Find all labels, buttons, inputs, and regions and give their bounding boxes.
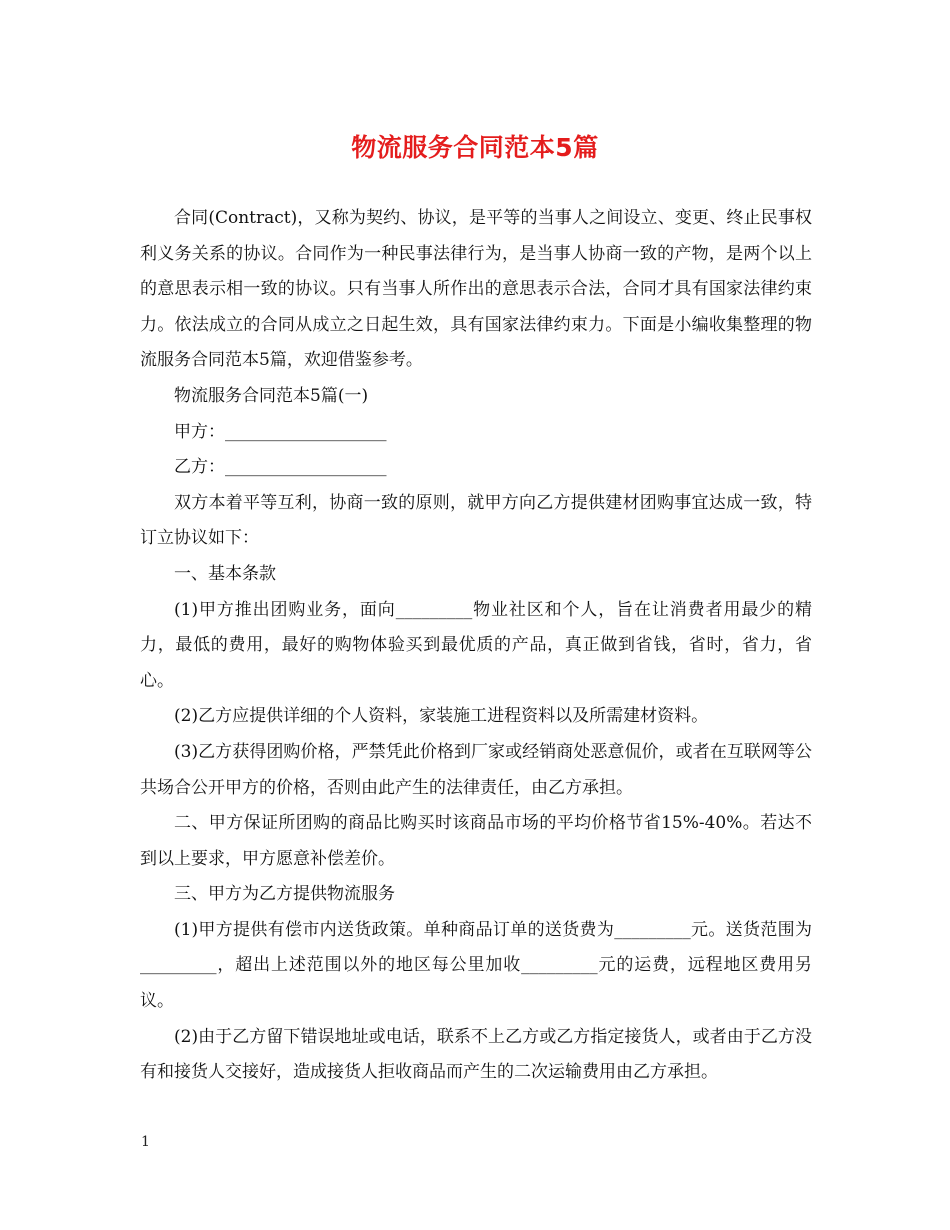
- clause-2: 二、甲方保证所团购的商品比购买时该商品市场的平均价格节省15%-40%。若达不到以上要求，甲方愿意补偿差价。: [140, 813, 812, 869]
- intro-paragraph: 合同(Contract)，又称为契约、协议，是平等的当事人之间设立、变更、终止民事权利义务关系的协议。合同作为一种民事法律行为，是当事人协商一致的产物，是两个以上的意思表示相一致的协议。只有当事人所作出的意思表示合法，合同才具有国家法律约束力。依法成立的合同从成立之日起生效，具有国家法律约束力。下面是小编收集整理的物流服务合同范本5篇，欢迎借鉴参考。: [140, 208, 812, 371]
- page-number: 1: [141, 1134, 150, 1150]
- clause-heading-logistics: 三、甲方为乙方提供物流服务: [174, 884, 395, 905]
- document-title: 物流服务合同范本5篇: [351, 133, 599, 162]
- clause-3-2: (2)由于乙方留下错误地址或电话，联系不上乙方或乙方指定接货人，或者由于乙方没有和接货人交接好，造成接货人拒收商品而产生的二次运输费用由乙方承担。: [140, 1026, 812, 1083]
- section-heading-contract-one: 物流服务合同范本5篇(一): [174, 385, 369, 406]
- party-a-line: 甲方：___________________: [174, 421, 387, 442]
- party-b-line: 乙方：___________________: [174, 457, 387, 478]
- clause-3-1: (1)甲方提供有偿市内送货政策。单种商品订单的送货费为_________元。送货范围为_________，超出上述范围以外的地区每公里加收_________元的运费，远程地区费用另议。: [140, 919, 812, 1012]
- document-body: [140, 201, 812, 1091]
- clause-heading-basic-terms: 一、基本条款: [174, 563, 276, 584]
- clause-1-3: (3)乙方获得团购价格，严禁凭此价格到厂家或经销商处恶意侃价，或者在互联网等公共场合公开甲方的价格，否则由此产生的法律责任，由乙方承担。: [140, 741, 812, 798]
- agreement-preamble: 双方本着平等互利，协商一致的原则，就甲方向乙方提供建材团购事宜达成一致，特订立协议如下：: [140, 492, 812, 549]
- clause-1-2: (2)乙方应提供详细的个人资料，家装施工进程资料以及所需建材资料。: [174, 706, 709, 727]
- clause-1-1: (1)甲方推出团购业务，面向_________物业社区和个人，旨在让消费者用最少的精力，最低的费用，最好的购物体验买到最优质的产品，真正做到省钱，省时，省力，省心。: [140, 599, 812, 691]
